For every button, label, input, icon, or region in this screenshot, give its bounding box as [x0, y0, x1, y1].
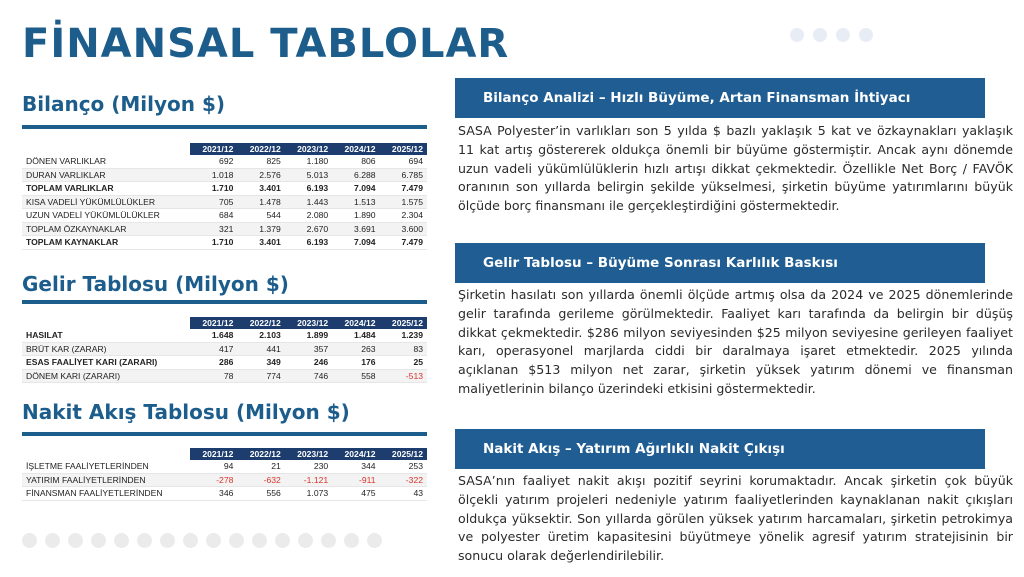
value-cell: 1.890: [332, 209, 379, 223]
year-header: 2023/12: [285, 317, 332, 329]
value-cell: 263: [332, 342, 379, 356]
value-cell: 3.691: [332, 222, 379, 236]
value-cell: 1.379: [237, 222, 284, 236]
table-row: [22, 329, 427, 342]
value-cell: 7.479: [380, 182, 427, 196]
value-cell: 6.193: [285, 236, 332, 250]
cashflow-title-underline: [22, 432, 427, 436]
value-cell: 83: [380, 342, 427, 356]
table-header-row: [22, 317, 427, 329]
row-label: BRÜT KAR (ZARAR): [22, 342, 190, 356]
value-cell: 21: [237, 460, 284, 473]
row-label: İŞLETME FAALİYETLERİNDEN: [22, 460, 190, 473]
year-header: 2021/12: [190, 448, 237, 460]
value-cell: 43: [380, 487, 427, 501]
table-row: [22, 460, 427, 473]
row-label: DÖNEN VARLIKLAR: [22, 155, 190, 168]
table-row: [22, 356, 427, 370]
table-row: [22, 168, 427, 182]
row-label: TOPLAM VARLIKLAR: [22, 182, 190, 196]
year-header: 2024/12: [332, 317, 379, 329]
year-header: 2025/12: [380, 317, 427, 329]
value-cell: 253: [380, 460, 427, 473]
value-cell: 2.103: [237, 329, 284, 342]
value-cell: 78: [190, 369, 237, 383]
value-cell: 684: [190, 209, 237, 223]
value-cell: 1.239: [380, 329, 427, 342]
row-label: TOPLAM ÖZKAYNAKLAR: [22, 222, 190, 236]
value-cell: -632: [237, 473, 284, 487]
header-label-cell: [22, 317, 190, 329]
dot: [298, 533, 313, 548]
value-cell: 417: [190, 342, 237, 356]
value-cell: 2.670: [285, 222, 332, 236]
value-cell: 2.304: [380, 209, 427, 223]
value-cell: 746: [285, 369, 332, 383]
dot: [137, 533, 152, 548]
income-analysis-heading: Gelir Tablosu – Büyüme Sonrası Karlılık Baskısı: [455, 243, 985, 283]
table-row: [22, 222, 427, 236]
dot: [45, 533, 60, 548]
cashflow-analysis-text: SASA’nın faaliyet nakit akışı pozitif seyrini korumaktadır. Ancak şirketin çok büyük ölçekli yatırım projeleri nedeniyle yatırım faaliyetlerinden kaynaklanan nakit çıkışları oldukça yüksektir. Son yıllarda görülen yüksek yatırım harcamaları, şirketin petrokimya ve polyester üretim kapasitesini büyütmeye yönelik agresif yatırım stratejisinin bir sonucu olarak değerlendirilebilir.: [458, 473, 1013, 564]
decorative-dots-top: [790, 28, 873, 42]
value-cell: 230: [285, 460, 332, 473]
year-header: 2022/12: [237, 448, 284, 460]
dot: [68, 533, 83, 548]
value-cell: 2.576: [237, 168, 284, 182]
value-cell: 3.600: [380, 222, 427, 236]
dot: [275, 533, 290, 548]
value-cell: 556: [237, 487, 284, 501]
dot: [367, 533, 382, 548]
table-row: [22, 342, 427, 356]
value-cell: 6.288: [332, 168, 379, 182]
value-cell: 349: [237, 356, 284, 370]
row-label: UZUN VADELİ YÜKÜMLÜLÜKLER: [22, 209, 190, 223]
row-label: DURAN VARLIKLAR: [22, 168, 190, 182]
table-row: [22, 487, 427, 501]
dot: [229, 533, 244, 548]
value-cell: 176: [332, 356, 379, 370]
income-title: Gelir Tablosu (Milyon $): [22, 272, 289, 296]
value-cell: -911: [332, 473, 379, 487]
value-cell: 1.018: [190, 168, 237, 182]
balance-analysis-text: SASA Polyester’in varlıkları son 5 yılda $ bazlı yaklaşık 5 kat ve özkaynakları yaklaşık 11 kat artış göstererek oldukça önemli bir büyüme göstermiştir. Ancak aynı dönemde uzun vadeli yükümlülüklerin hızlı artışı dikkat çekmektedir. Özellikle Net Borç / FAVÖK oranının son yıllarda belirgin şekilde yükselmesi, şirketin büyüme yatırımlarını büyük ölçüde borç finansmanı ile gerçekleştirdiğini göstermektedir.: [458, 123, 1013, 214]
table-row: [22, 209, 427, 223]
dot: [321, 533, 336, 548]
row-label: ESAS FAALİYET KARI (ZARARI): [22, 356, 190, 370]
table-row: [22, 236, 427, 250]
value-cell: 1.648: [190, 329, 237, 342]
dot: [114, 533, 129, 548]
balance-title-underline: [22, 125, 427, 129]
value-cell: 1.073: [285, 487, 332, 501]
header-label-cell: [22, 448, 190, 460]
value-cell: 6.193: [285, 182, 332, 196]
dot: [22, 533, 37, 548]
income-analysis-text: Şirketin hasılatı son yıllarda önemli ölçüde artmış olsa da 2024 ve 2025 dönemlerinde gelir tarafında gerileme görülmektedir. Faaliyet karı tarafında da belirgin bir düşüş dikkat çekmektedir. $286 milyon seviyesinden $25 milyon seviyesine gerileyen faaliyet karı, operasyonel marjlarda ciddi bir daralmaya işaret etmektedir. 2025 yılında açıklanan $513 milyon net zarar, şirketin yüksek yatırım dönemi ve finansman maliyetlerinin bilanço üzerindeki etkisini göstermektedir.: [458, 287, 1013, 396]
value-cell: 441: [237, 342, 284, 356]
dot: [183, 533, 198, 548]
value-cell: 94: [190, 460, 237, 473]
value-cell: 1.443: [285, 195, 332, 209]
row-label: TOPLAM KAYNAKLAR: [22, 236, 190, 250]
value-cell: 6.785: [380, 168, 427, 182]
year-header: 2025/12: [380, 143, 427, 155]
balance-title: Bilanço (Milyon $): [22, 92, 226, 116]
income-table: [22, 317, 427, 383]
value-cell: 1.484: [332, 329, 379, 342]
cashflow-table: [22, 448, 427, 501]
value-cell: 1.513: [332, 195, 379, 209]
value-cell: 3.401: [237, 236, 284, 250]
value-cell: 825: [237, 155, 284, 168]
value-cell: 1.899: [285, 329, 332, 342]
dot: [91, 533, 106, 548]
year-header: 2025/12: [380, 448, 427, 460]
dot: [206, 533, 221, 548]
balance-analysis-heading: Bilanço Analizi – Hızlı Büyüme, Artan Finansman İhtiyacı: [455, 78, 985, 118]
cashflow-analysis-heading: Nakit Akış – Yatırım Ağırlıklı Nakit Çıkışı: [455, 429, 985, 469]
value-cell: 558: [332, 369, 379, 383]
income-title-underline: [22, 300, 427, 304]
dot: [160, 533, 175, 548]
table-row: [22, 369, 427, 383]
year-header: 2021/12: [190, 143, 237, 155]
table-row: [22, 195, 427, 209]
value-cell: 5.013: [285, 168, 332, 182]
value-cell: 7.094: [332, 236, 379, 250]
dot: [790, 28, 804, 42]
value-cell: 7.479: [380, 236, 427, 250]
value-cell: -278: [190, 473, 237, 487]
value-cell: 25: [380, 356, 427, 370]
table-row: [22, 182, 427, 196]
table-row: [22, 155, 427, 168]
table-header-row: [22, 143, 427, 155]
value-cell: 346: [190, 487, 237, 501]
value-cell: 692: [190, 155, 237, 168]
cashflow-title: Nakit Akış Tablosu (Milyon $): [22, 400, 350, 424]
value-cell: 286: [190, 356, 237, 370]
value-cell: 1.575: [380, 195, 427, 209]
value-cell: 7.094: [332, 182, 379, 196]
value-cell: 246: [285, 356, 332, 370]
year-header: 2022/12: [237, 317, 284, 329]
year-header: 2021/12: [190, 317, 237, 329]
balance-table: [22, 143, 427, 250]
dot: [836, 28, 850, 42]
value-cell: 344: [332, 460, 379, 473]
value-cell: -1.121: [285, 473, 332, 487]
value-cell: 475: [332, 487, 379, 501]
row-label: YATIRIM FAALİYETLERİNDEN: [22, 473, 190, 487]
row-label: KISA VADELİ YÜKÜMLÜLÜKLER: [22, 195, 190, 209]
row-label: HASILAT: [22, 329, 190, 342]
page-title: FİNANSAL TABLOLAR: [22, 21, 510, 67]
value-cell: 705: [190, 195, 237, 209]
dot: [859, 28, 873, 42]
value-cell: 357: [285, 342, 332, 356]
dot: [813, 28, 827, 42]
value-cell: 1.180: [285, 155, 332, 168]
table-header-row: [22, 448, 427, 460]
value-cell: 694: [380, 155, 427, 168]
year-header: 2022/12: [237, 143, 284, 155]
header-label-cell: [22, 143, 190, 155]
table-row: [22, 473, 427, 487]
year-header: 2024/12: [332, 448, 379, 460]
row-label: DÖNEM KARI (ZARARI): [22, 369, 190, 383]
value-cell: 806: [332, 155, 379, 168]
value-cell: 3.401: [237, 182, 284, 196]
value-cell: 1.478: [237, 195, 284, 209]
dot: [252, 533, 267, 548]
dot: [344, 533, 359, 548]
year-header: 2023/12: [285, 448, 332, 460]
value-cell: 2.080: [285, 209, 332, 223]
decorative-dots-bottom: [22, 533, 382, 548]
year-header: 2023/12: [285, 143, 332, 155]
value-cell: 544: [237, 209, 284, 223]
value-cell: 1.710: [190, 236, 237, 250]
row-label: FİNANSMAN FAALİYETLERİNDEN: [22, 487, 190, 501]
value-cell: 321: [190, 222, 237, 236]
value-cell: -322: [380, 473, 427, 487]
year-header: 2024/12: [332, 143, 379, 155]
value-cell: -513: [380, 369, 427, 383]
value-cell: 1.710: [190, 182, 237, 196]
value-cell: 774: [237, 369, 284, 383]
